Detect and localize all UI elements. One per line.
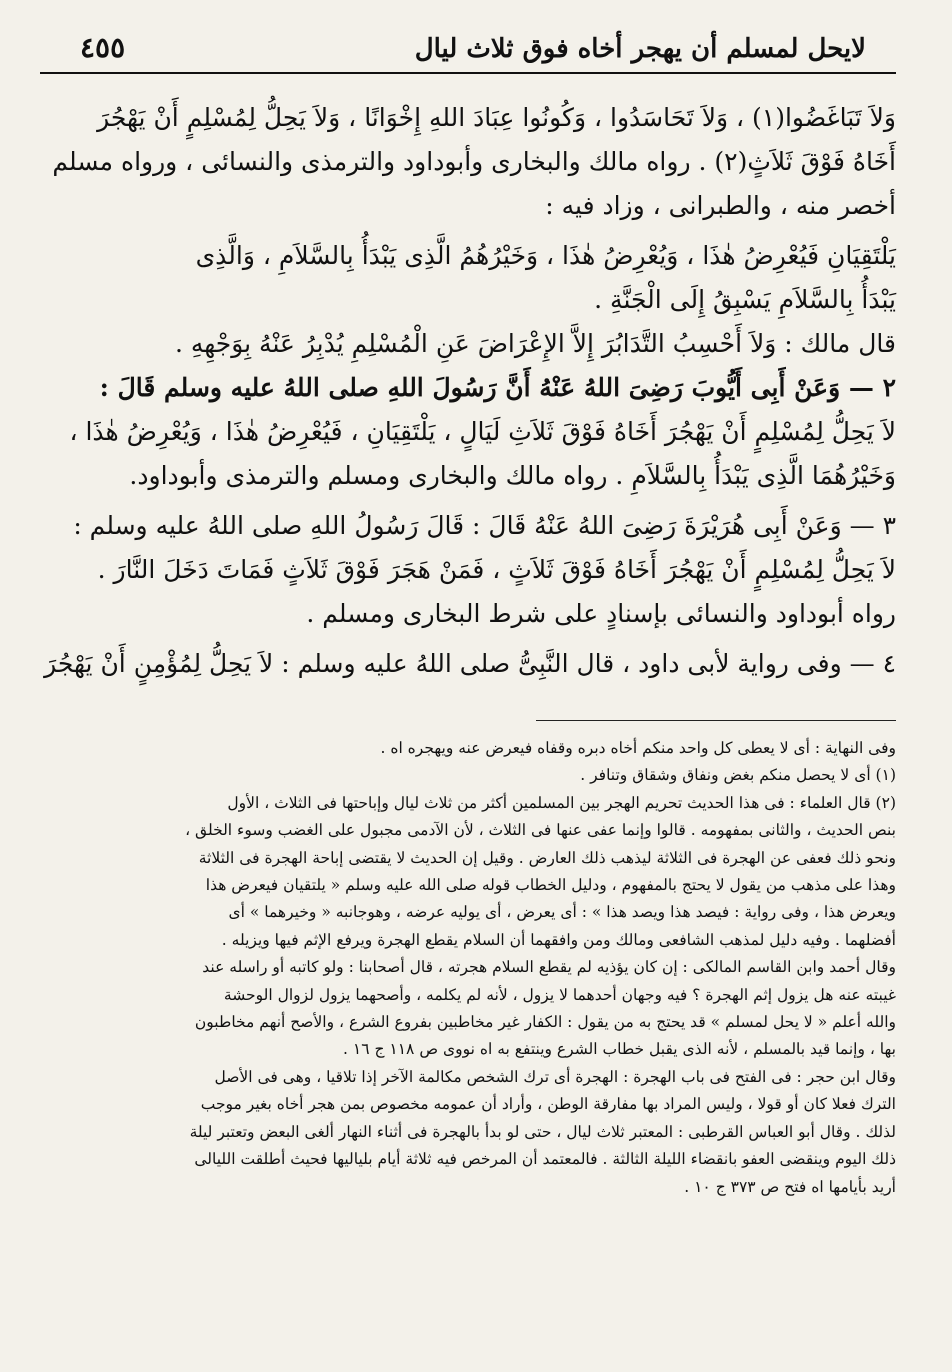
footnote-line: والله أعلم « لا يحل لمسلم » قد يحتج به من يقول : الكفار غير مخاطبين بفروع الشرع ، والأصح أنهم مخاطبون (194, 1013, 896, 1032)
footnote-line: أريد بأيامها اه فتح ص ٣٧٣ ج ١٠ . (684, 1177, 896, 1196)
text-line: وَخَيْرُهُمَا الَّذِى يَبْدَأُ بِالسَّلاَمِ . رواه مالك والبخارى ومسلم والترمذى وأبوداود. (129, 461, 896, 490)
text-line: وَلاَ تَبَاغَضُوا(١) ، وَلاَ تَحَاسَدُوا ، وَكُونُوا عِبَادَ اللهِ إِخْوَانًا ، وَلاَ يَحِلُّ لِمُسْلِمٍ أَنْ يَهْجُرَ (97, 103, 896, 132)
text-line: قال مالك : وَلاَ أَحْسِبُ التَّدَابُرَ إِلاَّ الإِعْرَاضَ عَنِ الْمُسْلِمِ يُدْبِرُ عَنْهُ بِوَجْهِهِ . (174, 329, 896, 358)
running-title: لايحل لمسلم أن يهجر أخاه فوق ثلاث ليال (414, 34, 866, 64)
footnote-line: وقال أحمد وابن القاسم المالكى : إن كان يؤذيه لم يقطع السلام هجرته ، قال أصحابنا : ولو كاتبه أو راسله عند (202, 958, 896, 977)
text-line: يَلْتَقِيَانِ فَيُعْرِضُ هٰذَا ، وَيُعْرِضُ هٰذَا ، وَخَيْرُهُمُ الَّذِى يَبْدَأُ بِالسَّلاَمِ ، وَالَّذِى (195, 241, 896, 270)
footnote-line: غيبته عنه هل يزول إثم الهجرة ؟ فيه وجهان أحدهما لا يزول ، لأنه لم يكلمه ، وأصحهما يزول لزوال الوحشة (223, 985, 896, 1004)
hadith-3-line: ٣ — وَعَنْ أَبِى هُرَيْرَةَ رَضِىَ اللهُ عَنْهُ قَالَ : قَالَ رَسُولُ اللهِ صلى اللهُ عليه وسلم : (73, 511, 896, 540)
footnote-separator (536, 720, 896, 721)
text-line: أخصر منه ، والطبرانى ، وزاد فيه : (545, 191, 896, 220)
text-line: يَبْدَأُ بِالسَّلاَمِ يَسْبِقُ إِلَى الْجَنَّةِ . (594, 285, 896, 314)
text-line: لاَ يَحِلُّ لِمُسْلِمٍ أَنْ يَهْجُرَ أَخَاهُ فَوْقَ ثَلاَثٍ ، فَمَنْ هَجَرَ فَوْقَ ثَلاَثٍ فَمَاتَ دَخَلَ النَّارَ . (97, 555, 896, 584)
hadith-4-line: ٤ — وفى رواية لأبى داود ، قال النَّبِىُّ صلى اللهُ عليه وسلم : لاَ يَحِلُّ لِمُؤْمِنٍ أَنْ يَهْجُرَ (44, 649, 896, 678)
footnote-line: الترك فعلا كان أو قولا ، وليس المراد بها مفارقة الوطن ، وأراد أن عمومه مخصوص بمن هجر أخاه بغير موجب (200, 1095, 896, 1114)
page-number: ٤٥٥ (80, 31, 126, 64)
footnote-line: لذلك . وقال أبو العباس القرطبى : المعتبر ثلاث ليال ، حتى لو بدأ بالهجرة فى أثناء النهار ألغى البعض وتعتبر ليلة (189, 1122, 896, 1141)
footnote-line: وفى النهاية : أى لا يعطى كل واحد منكم أخاه دبره وقفاه فيعرض عنه ويهجره اه . (380, 739, 896, 757)
footnote-line: ونحو ذلك فعفى عن الهجرة فى الثلاثة ليذهب ذلك العارض . وقيل إن الحديث لا يقتضى إباحة الهجرة فى الثلاثة (198, 848, 896, 867)
footnote-line: بنص الحديث ، والثانى بمفهومه . قالوا وإنما عفى عنها فى الثلاث ، لأن الآدمى مجبول على الغضب وسوء الخلق ، (185, 821, 896, 840)
footnote-line: ويعرض هذا ، وفى رواية : فيصد هذا ويصد هذا » : أى يعرض ، أى يوليه عرضه ، وهوجانبه « وخيرهما » أى (228, 903, 896, 922)
text-line: لاَ يَحِلُّ لِمُسْلِمٍ أَنْ يَهْجُرَ أَخَاهُ فَوْقَ ثَلاَثِ لَيَالٍ ، يَلْتَقِيَانِ ، فَيُعْرِضُ هٰذَا ، وَيُعْرِضُ هٰذَا ، (69, 417, 896, 446)
footnote-line: وهذا على مذهب من يقول لا يحتج بالمفهوم ، ودليل الخطاب قوله صلى الله عليه وسلم « يلتقيان فيعرض هذا (205, 876, 896, 895)
footnote-line: ذلك اليوم وينقضى العفو بانقضاء الليلة الثالثة . فالمعتمد أن المرخص فيه ثلاثة أيام بلياليها فحيث أطلقت الليالى (194, 1150, 896, 1169)
footnote-line: (١) أى لا يحصل منكم بغض ونفاق وشقاق وتنافر . (580, 766, 896, 785)
footnote-line: وقال ابن حجر : فى الفتح فى باب الهجرة : الهجرة أى ترك الشخص مكالمة الآخر إذا تلاقيا ، وهى فى الأصل (214, 1067, 896, 1086)
footnotes (40, 735, 896, 1201)
page-header (40, 12, 896, 74)
main-text (40, 96, 896, 686)
footnote-line: (٢) قال العلماء : فى هذا الحديث تحريم الهجر بين المسلمين أكثر من ثلاث ليال وإباحتها فى الثلاث ، الأول (227, 793, 896, 812)
hadith-2-line: ٢ — وَعَنْ أَبِى أَيُّوبَ رَضِىَ اللهُ عَنْهُ أَنَّ رَسُولَ اللهِ صلى اللهُ عليه وسلم قَالَ : (99, 373, 896, 402)
footnote-line: بها ، وإنما قيد بالمسلم ، لأنه الذى يقبل خطاب الشرع وينتفع به اه نووى ص ١١٨ ج ١٦ . (343, 1040, 896, 1059)
footnote-line: أفضلهما . وفيه دليل لمذهب الشافعى ومالك ومن وافقهما أن السلام يقطع الهجرة ويرفع الإثم فيها ويزيله . (221, 930, 896, 949)
text-line: أَخَاهُ فَوْقَ ثَلاَثٍ(٢) . رواه مالك والبخارى وأبوداود والترمذى والنسائى ، ورواه مسلم (52, 147, 896, 176)
text-line: رواه أبوداود والنسائى بإسنادٍ على شرط البخارى ومسلم . (306, 599, 896, 628)
